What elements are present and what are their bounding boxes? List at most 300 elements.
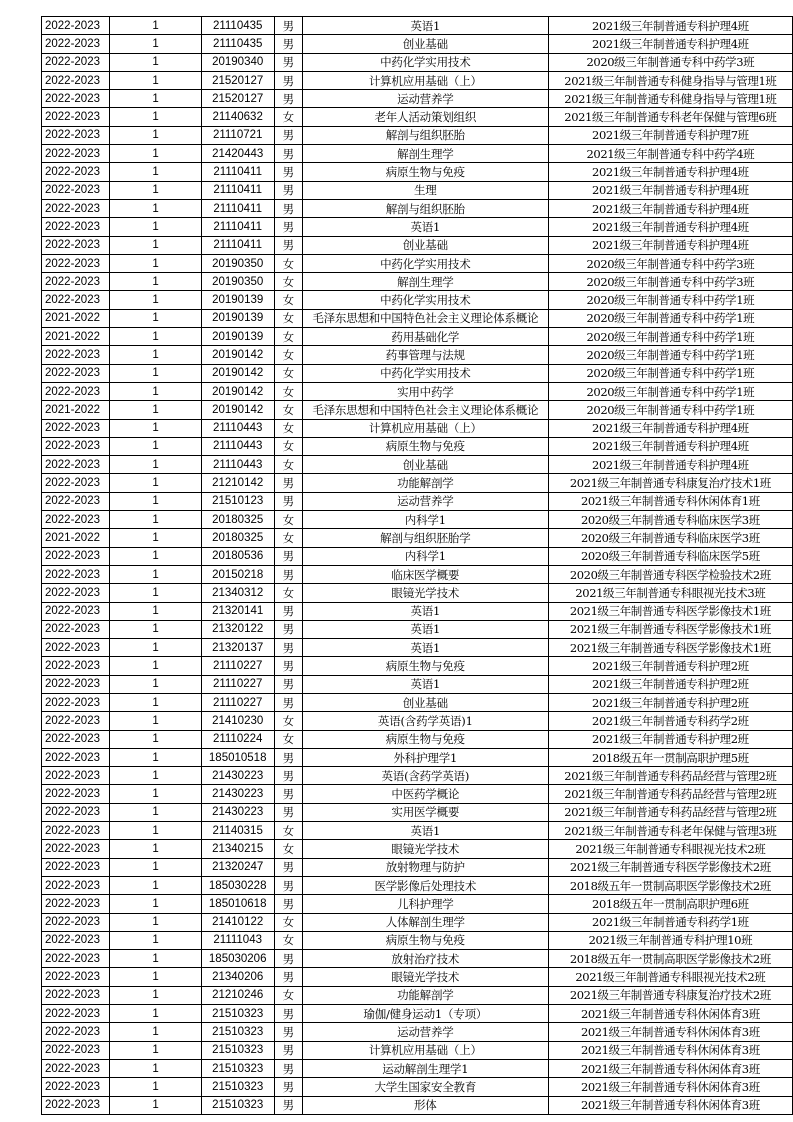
term-cell: 1 bbox=[110, 693, 201, 711]
course-name-cell: 毛泽东思想和中国特色社会主义理论体系概论 bbox=[302, 401, 548, 419]
term-cell: 1 bbox=[110, 1041, 201, 1059]
table-row bbox=[42, 840, 793, 858]
student-id-cell: 21210246 bbox=[201, 986, 274, 1004]
gender-cell: 男 bbox=[274, 163, 302, 181]
gender-cell: 女 bbox=[274, 822, 302, 840]
academic-year-cell: 2022-2023 bbox=[42, 822, 110, 840]
student-id-cell: 21340206 bbox=[201, 968, 274, 986]
academic-year-cell: 2022-2023 bbox=[42, 1096, 110, 1114]
academic-year-cell: 2022-2023 bbox=[42, 913, 110, 931]
student-id-cell: 21110443 bbox=[201, 437, 274, 455]
table-row bbox=[42, 785, 793, 803]
term-cell: 1 bbox=[110, 602, 201, 620]
term-cell: 1 bbox=[110, 199, 201, 217]
term-cell: 1 bbox=[110, 291, 201, 309]
course-name-cell: 解剖生理学 bbox=[302, 145, 548, 163]
academic-year-cell: 2022-2023 bbox=[42, 730, 110, 748]
table-row bbox=[42, 602, 793, 620]
gender-cell: 男 bbox=[274, 675, 302, 693]
term-cell: 1 bbox=[110, 620, 201, 638]
table-row bbox=[42, 126, 793, 144]
student-id-cell: 21110411 bbox=[201, 218, 274, 236]
gender-cell: 男 bbox=[274, 876, 302, 894]
class-name-cell: 2020级三年制普通专科中药学1班 bbox=[548, 346, 792, 364]
term-cell: 1 bbox=[110, 236, 201, 254]
academic-year-cell: 2022-2023 bbox=[42, 876, 110, 894]
term-cell: 1 bbox=[110, 895, 201, 913]
course-name-cell: 大学生国家安全教育 bbox=[302, 1078, 548, 1096]
table-row bbox=[42, 767, 793, 785]
class-name-cell: 2021级三年制普通专科药品经营与管理2班 bbox=[548, 767, 792, 785]
gender-cell: 女 bbox=[274, 401, 302, 419]
course-name-cell: 放射治疗技术 bbox=[302, 950, 548, 968]
academic-year-cell: 2022-2023 bbox=[42, 1059, 110, 1077]
student-id-cell: 20190139 bbox=[201, 328, 274, 346]
term-cell: 1 bbox=[110, 364, 201, 382]
class-name-cell: 2021级三年制普通专科护理4班 bbox=[548, 419, 792, 437]
table-row bbox=[42, 236, 793, 254]
term-cell: 1 bbox=[110, 181, 201, 199]
academic-year-cell: 2022-2023 bbox=[42, 181, 110, 199]
class-name-cell: 2020级三年制普通专科临床医学3班 bbox=[548, 529, 792, 547]
class-name-cell: 2021级三年制普通专科护理4班 bbox=[548, 181, 792, 199]
table-row bbox=[42, 163, 793, 181]
gender-cell: 男 bbox=[274, 748, 302, 766]
table-row bbox=[42, 309, 793, 327]
term-cell: 1 bbox=[110, 53, 201, 71]
term-cell: 1 bbox=[110, 35, 201, 53]
class-name-cell: 2021级三年制普通专科护理4班 bbox=[548, 163, 792, 181]
academic-year-cell: 2022-2023 bbox=[42, 199, 110, 217]
term-cell: 1 bbox=[110, 163, 201, 181]
term-cell: 1 bbox=[110, 254, 201, 272]
class-name-cell: 2021级三年制普通专科休闲体育3班 bbox=[548, 1096, 792, 1114]
table-row bbox=[42, 822, 793, 840]
course-name-cell: 内科学1 bbox=[302, 547, 548, 565]
student-id-cell: 185030228 bbox=[201, 876, 274, 894]
class-name-cell: 2020级三年制普通专科中药学1班 bbox=[548, 291, 792, 309]
class-name-cell: 2021级三年制普通专科休闲体育3班 bbox=[548, 1059, 792, 1077]
gender-cell: 男 bbox=[274, 1096, 302, 1114]
class-name-cell: 2021级三年制普通专科休闲体育3班 bbox=[548, 1078, 792, 1096]
class-name-cell: 2021级三年制普通专科眼视光技术3班 bbox=[548, 584, 792, 602]
course-name-cell: 病原生物与免疫 bbox=[302, 657, 548, 675]
student-id-cell: 21110411 bbox=[201, 163, 274, 181]
term-cell: 1 bbox=[110, 474, 201, 492]
course-name-cell: 计算机应用基础（上） bbox=[302, 1041, 548, 1059]
table-row bbox=[42, 90, 793, 108]
student-id-cell: 21320141 bbox=[201, 602, 274, 620]
gender-cell: 女 bbox=[274, 382, 302, 400]
course-name-cell: 创业基础 bbox=[302, 35, 548, 53]
class-name-cell: 2021级三年制普通专科休闲体育3班 bbox=[548, 1023, 792, 1041]
student-id-cell: 21320122 bbox=[201, 620, 274, 638]
gender-cell: 男 bbox=[274, 950, 302, 968]
class-name-cell: 2021级三年制普通专科护理4班 bbox=[548, 437, 792, 455]
table-row bbox=[42, 382, 793, 400]
course-name-cell: 中医药学概论 bbox=[302, 785, 548, 803]
academic-year-cell: 2022-2023 bbox=[42, 145, 110, 163]
course-name-cell: 儿科护理学 bbox=[302, 895, 548, 913]
table-row bbox=[42, 419, 793, 437]
course-name-cell: 英语1 bbox=[302, 602, 548, 620]
student-id-cell: 20190142 bbox=[201, 346, 274, 364]
table-row bbox=[42, 1023, 793, 1041]
academic-year-cell: 2022-2023 bbox=[42, 492, 110, 510]
class-name-cell: 2021级三年制普通专科护理4班 bbox=[548, 17, 792, 35]
records-sheet bbox=[41, 16, 793, 1115]
student-id-cell: 21340312 bbox=[201, 584, 274, 602]
course-name-cell: 病原生物与免疫 bbox=[302, 730, 548, 748]
term-cell: 1 bbox=[110, 986, 201, 1004]
course-name-cell: 中药化学实用技术 bbox=[302, 254, 548, 272]
academic-year-cell: 2022-2023 bbox=[42, 218, 110, 236]
academic-year-cell: 2021-2022 bbox=[42, 309, 110, 327]
gender-cell: 男 bbox=[274, 858, 302, 876]
class-name-cell: 2020级三年制普通专科中药学1班 bbox=[548, 382, 792, 400]
table-row bbox=[42, 35, 793, 53]
gender-cell: 女 bbox=[274, 931, 302, 949]
course-name-cell: 计算机应用基础（上） bbox=[302, 71, 548, 89]
gender-cell: 男 bbox=[274, 90, 302, 108]
class-name-cell: 2020级三年制普通专科临床医学3班 bbox=[548, 511, 792, 529]
term-cell: 1 bbox=[110, 511, 201, 529]
gender-cell: 男 bbox=[274, 1059, 302, 1077]
class-name-cell: 2020级三年制普通专科中药学1班 bbox=[548, 309, 792, 327]
course-name-cell: 人体解剖生理学 bbox=[302, 913, 548, 931]
student-id-cell: 21320247 bbox=[201, 858, 274, 876]
gender-cell: 女 bbox=[274, 108, 302, 126]
table-row bbox=[42, 1096, 793, 1114]
academic-year-cell: 2022-2023 bbox=[42, 90, 110, 108]
gender-cell: 男 bbox=[274, 1041, 302, 1059]
course-name-cell: 英语1 bbox=[302, 822, 548, 840]
term-cell: 1 bbox=[110, 785, 201, 803]
student-id-cell: 20190142 bbox=[201, 401, 274, 419]
student-id-cell: 21510323 bbox=[201, 1005, 274, 1023]
academic-year-cell: 2022-2023 bbox=[42, 364, 110, 382]
student-id-cell: 21420443 bbox=[201, 145, 274, 163]
term-cell: 1 bbox=[110, 90, 201, 108]
course-name-cell: 计算机应用基础（上） bbox=[302, 419, 548, 437]
academic-year-cell: 2022-2023 bbox=[42, 163, 110, 181]
table-row bbox=[42, 858, 793, 876]
class-name-cell: 2021级三年制普通专科药品经营与管理2班 bbox=[548, 803, 792, 821]
course-name-cell: 毛泽东思想和中国特色社会主义理论体系概论 bbox=[302, 309, 548, 327]
class-name-cell: 2021级三年制普通专科护理4班 bbox=[548, 456, 792, 474]
course-name-cell: 实用医学概要 bbox=[302, 803, 548, 821]
class-name-cell: 2020级三年制普通专科中药学3班 bbox=[548, 254, 792, 272]
term-cell: 1 bbox=[110, 547, 201, 565]
academic-year-cell: 2022-2023 bbox=[42, 803, 110, 821]
course-name-cell: 英语1 bbox=[302, 218, 548, 236]
gender-cell: 男 bbox=[274, 126, 302, 144]
gender-cell: 女 bbox=[274, 309, 302, 327]
academic-year-cell: 2022-2023 bbox=[42, 675, 110, 693]
class-name-cell: 2021级三年制普通专科休闲体育3班 bbox=[548, 1041, 792, 1059]
class-name-cell: 2020级三年制普通专科中药学3班 bbox=[548, 53, 792, 71]
course-name-cell: 药用基础化学 bbox=[302, 328, 548, 346]
gender-cell: 女 bbox=[274, 913, 302, 931]
academic-year-cell: 2022-2023 bbox=[42, 419, 110, 437]
student-id-cell: 21430223 bbox=[201, 767, 274, 785]
table-row bbox=[42, 346, 793, 364]
class-name-cell: 2021级三年制普通专科护理4班 bbox=[548, 236, 792, 254]
class-name-cell: 2021级三年制普通专科药学1班 bbox=[548, 913, 792, 931]
student-id-cell: 21520127 bbox=[201, 90, 274, 108]
gender-cell: 女 bbox=[274, 437, 302, 455]
term-cell: 1 bbox=[110, 767, 201, 785]
student-id-cell: 20190350 bbox=[201, 273, 274, 291]
student-id-cell: 20190139 bbox=[201, 291, 274, 309]
student-id-cell: 21320137 bbox=[201, 639, 274, 657]
term-cell: 1 bbox=[110, 492, 201, 510]
course-name-cell: 中药化学实用技术 bbox=[302, 53, 548, 71]
academic-year-cell: 2021-2022 bbox=[42, 328, 110, 346]
class-name-cell: 2021级三年制普通专科医学影像技术1班 bbox=[548, 620, 792, 638]
student-id-cell: 21510123 bbox=[201, 492, 274, 510]
course-name-cell: 运动营养学 bbox=[302, 492, 548, 510]
class-name-cell: 2018级五年一贯制高职护理6班 bbox=[548, 895, 792, 913]
academic-year-cell: 2022-2023 bbox=[42, 291, 110, 309]
class-name-cell: 2021级三年制普通专科老年保健与管理3班 bbox=[548, 822, 792, 840]
course-name-cell: 眼镜光学技术 bbox=[302, 584, 548, 602]
term-cell: 1 bbox=[110, 584, 201, 602]
gender-cell: 男 bbox=[274, 236, 302, 254]
student-id-cell: 21110224 bbox=[201, 730, 274, 748]
class-name-cell: 2020级三年制普通专科临床医学5班 bbox=[548, 547, 792, 565]
course-name-cell: 创业基础 bbox=[302, 236, 548, 254]
course-name-cell: 英语1 bbox=[302, 620, 548, 638]
course-name-cell: 瑜伽/健身运动1（专项） bbox=[302, 1005, 548, 1023]
gender-cell: 女 bbox=[274, 529, 302, 547]
student-id-cell: 185010518 bbox=[201, 748, 274, 766]
table-row bbox=[42, 931, 793, 949]
gender-cell: 女 bbox=[274, 419, 302, 437]
term-cell: 1 bbox=[110, 931, 201, 949]
term-cell: 1 bbox=[110, 529, 201, 547]
term-cell: 1 bbox=[110, 309, 201, 327]
term-cell: 1 bbox=[110, 328, 201, 346]
student-id-cell: 21110443 bbox=[201, 456, 274, 474]
academic-year-cell: 2022-2023 bbox=[42, 346, 110, 364]
academic-year-cell: 2022-2023 bbox=[42, 986, 110, 1004]
course-name-cell: 英语1 bbox=[302, 675, 548, 693]
term-cell: 1 bbox=[110, 858, 201, 876]
class-name-cell: 2021级三年制普通专科护理4班 bbox=[548, 199, 792, 217]
term-cell: 1 bbox=[110, 437, 201, 455]
student-id-cell: 21111043 bbox=[201, 931, 274, 949]
course-name-cell: 解剖与组织胚胎 bbox=[302, 126, 548, 144]
academic-year-cell: 2022-2023 bbox=[42, 382, 110, 400]
course-name-cell: 功能解剖学 bbox=[302, 986, 548, 1004]
class-name-cell: 2018级五年一贯制高职医学影像技术2班 bbox=[548, 876, 792, 894]
gender-cell: 男 bbox=[274, 547, 302, 565]
table-row bbox=[42, 291, 793, 309]
academic-year-cell: 2022-2023 bbox=[42, 950, 110, 968]
course-name-cell: 病原生物与免疫 bbox=[302, 163, 548, 181]
course-name-cell: 创业基础 bbox=[302, 693, 548, 711]
term-cell: 1 bbox=[110, 1005, 201, 1023]
gender-cell: 女 bbox=[274, 584, 302, 602]
term-cell: 1 bbox=[110, 145, 201, 163]
gender-cell: 女 bbox=[274, 254, 302, 272]
table-row bbox=[42, 437, 793, 455]
academic-year-cell: 2022-2023 bbox=[42, 693, 110, 711]
term-cell: 1 bbox=[110, 401, 201, 419]
student-id-cell: 21510323 bbox=[201, 1059, 274, 1077]
academic-year-cell: 2022-2023 bbox=[42, 602, 110, 620]
term-cell: 1 bbox=[110, 748, 201, 766]
student-id-cell: 20190142 bbox=[201, 382, 274, 400]
academic-year-cell: 2022-2023 bbox=[42, 639, 110, 657]
gender-cell: 女 bbox=[274, 273, 302, 291]
course-name-cell: 英语1 bbox=[302, 17, 548, 35]
student-id-cell: 21410230 bbox=[201, 712, 274, 730]
term-cell: 1 bbox=[110, 126, 201, 144]
student-id-cell: 20190350 bbox=[201, 254, 274, 272]
class-name-cell: 2021级三年制普通专科护理2班 bbox=[548, 675, 792, 693]
table-row bbox=[42, 511, 793, 529]
term-cell: 1 bbox=[110, 822, 201, 840]
academic-year-cell: 2022-2023 bbox=[42, 71, 110, 89]
student-id-cell: 20190340 bbox=[201, 53, 274, 71]
academic-year-cell: 2022-2023 bbox=[42, 35, 110, 53]
table-row bbox=[42, 71, 793, 89]
course-name-cell: 放射物理与防护 bbox=[302, 858, 548, 876]
academic-year-cell: 2022-2023 bbox=[42, 236, 110, 254]
academic-year-cell: 2022-2023 bbox=[42, 273, 110, 291]
course-name-cell: 医学影像后处理技术 bbox=[302, 876, 548, 894]
table-row bbox=[42, 145, 793, 163]
academic-year-cell: 2022-2023 bbox=[42, 767, 110, 785]
course-name-cell: 解剖生理学 bbox=[302, 273, 548, 291]
gender-cell: 男 bbox=[274, 1005, 302, 1023]
term-cell: 1 bbox=[110, 1096, 201, 1114]
gender-cell: 女 bbox=[274, 511, 302, 529]
records-table bbox=[41, 16, 793, 1115]
course-name-cell: 运动营养学 bbox=[302, 1023, 548, 1041]
gender-cell: 女 bbox=[274, 328, 302, 346]
table-row bbox=[42, 712, 793, 730]
table-row bbox=[42, 876, 793, 894]
student-id-cell: 20180536 bbox=[201, 547, 274, 565]
student-id-cell: 185030206 bbox=[201, 950, 274, 968]
table-row bbox=[42, 803, 793, 821]
academic-year-cell: 2022-2023 bbox=[42, 511, 110, 529]
course-name-cell: 英语(含药学英语) bbox=[302, 767, 548, 785]
table-row bbox=[42, 529, 793, 547]
gender-cell: 女 bbox=[274, 364, 302, 382]
class-name-cell: 2021级三年制普通专科康复治疗技术2班 bbox=[548, 986, 792, 1004]
term-cell: 1 bbox=[110, 1023, 201, 1041]
term-cell: 1 bbox=[110, 803, 201, 821]
course-name-cell: 运动营养学 bbox=[302, 90, 548, 108]
gender-cell: 男 bbox=[274, 620, 302, 638]
table-row bbox=[42, 401, 793, 419]
table-row bbox=[42, 950, 793, 968]
gender-cell: 男 bbox=[274, 602, 302, 620]
table-row bbox=[42, 584, 793, 602]
term-cell: 1 bbox=[110, 712, 201, 730]
term-cell: 1 bbox=[110, 950, 201, 968]
term-cell: 1 bbox=[110, 1059, 201, 1077]
table-row bbox=[42, 456, 793, 474]
course-name-cell: 生理 bbox=[302, 181, 548, 199]
table-row bbox=[42, 1041, 793, 1059]
course-name-cell: 形体 bbox=[302, 1096, 548, 1114]
table-row bbox=[42, 492, 793, 510]
class-name-cell: 2021级三年制普通专科康复治疗技术1班 bbox=[548, 474, 792, 492]
term-cell: 1 bbox=[110, 382, 201, 400]
course-name-cell: 解剖与组织胚胎 bbox=[302, 199, 548, 217]
table-row bbox=[42, 913, 793, 931]
student-id-cell: 21110411 bbox=[201, 236, 274, 254]
class-name-cell: 2021级三年制普通专科护理4班 bbox=[548, 35, 792, 53]
academic-year-cell: 2022-2023 bbox=[42, 1023, 110, 1041]
class-name-cell: 2020级三年制普通专科中药学1班 bbox=[548, 364, 792, 382]
gender-cell: 男 bbox=[274, 657, 302, 675]
gender-cell: 女 bbox=[274, 346, 302, 364]
course-name-cell: 英语1 bbox=[302, 639, 548, 657]
gender-cell: 男 bbox=[274, 693, 302, 711]
student-id-cell: 20190142 bbox=[201, 364, 274, 382]
student-id-cell: 21520127 bbox=[201, 71, 274, 89]
table-row bbox=[42, 1059, 793, 1077]
academic-year-cell: 2021-2022 bbox=[42, 401, 110, 419]
course-name-cell: 眼镜光学技术 bbox=[302, 840, 548, 858]
course-name-cell: 实用中药学 bbox=[302, 382, 548, 400]
gender-cell: 男 bbox=[274, 53, 302, 71]
class-name-cell: 2021级三年制普通专科健身指导与管理1班 bbox=[548, 71, 792, 89]
class-name-cell: 2021级三年制普通专科护理7班 bbox=[548, 126, 792, 144]
gender-cell: 男 bbox=[274, 145, 302, 163]
table-row bbox=[42, 254, 793, 272]
class-name-cell: 2021级三年制普通专科医学影像技术1班 bbox=[548, 602, 792, 620]
student-id-cell: 21110227 bbox=[201, 657, 274, 675]
course-name-cell: 中药化学实用技术 bbox=[302, 291, 548, 309]
academic-year-cell: 2022-2023 bbox=[42, 748, 110, 766]
class-name-cell: 2021级三年制普通专科休闲体育1班 bbox=[548, 492, 792, 510]
class-name-cell: 2020级三年制普通专科中药学3班 bbox=[548, 273, 792, 291]
class-name-cell: 2020级三年制普通专科中药学1班 bbox=[548, 401, 792, 419]
records-table-body bbox=[42, 17, 793, 1115]
academic-year-cell: 2022-2023 bbox=[42, 1078, 110, 1096]
table-row bbox=[42, 968, 793, 986]
academic-year-cell: 2022-2023 bbox=[42, 620, 110, 638]
term-cell: 1 bbox=[110, 71, 201, 89]
student-id-cell: 21430223 bbox=[201, 803, 274, 821]
term-cell: 1 bbox=[110, 639, 201, 657]
course-name-cell: 老年人活动策划组织 bbox=[302, 108, 548, 126]
table-row bbox=[42, 730, 793, 748]
academic-year-cell: 2022-2023 bbox=[42, 565, 110, 583]
gender-cell: 男 bbox=[274, 492, 302, 510]
table-row bbox=[42, 675, 793, 693]
student-id-cell: 20180325 bbox=[201, 511, 274, 529]
class-name-cell: 2021级三年制普通专科药学2班 bbox=[548, 712, 792, 730]
term-cell: 1 bbox=[110, 657, 201, 675]
course-name-cell: 临床医学概要 bbox=[302, 565, 548, 583]
term-cell: 1 bbox=[110, 273, 201, 291]
student-id-cell: 21430223 bbox=[201, 785, 274, 803]
term-cell: 1 bbox=[110, 218, 201, 236]
class-name-cell: 2021级三年制普通专科护理2班 bbox=[548, 693, 792, 711]
course-name-cell: 内科学1 bbox=[302, 511, 548, 529]
gender-cell: 男 bbox=[274, 803, 302, 821]
gender-cell: 男 bbox=[274, 71, 302, 89]
course-name-cell: 眼镜光学技术 bbox=[302, 968, 548, 986]
